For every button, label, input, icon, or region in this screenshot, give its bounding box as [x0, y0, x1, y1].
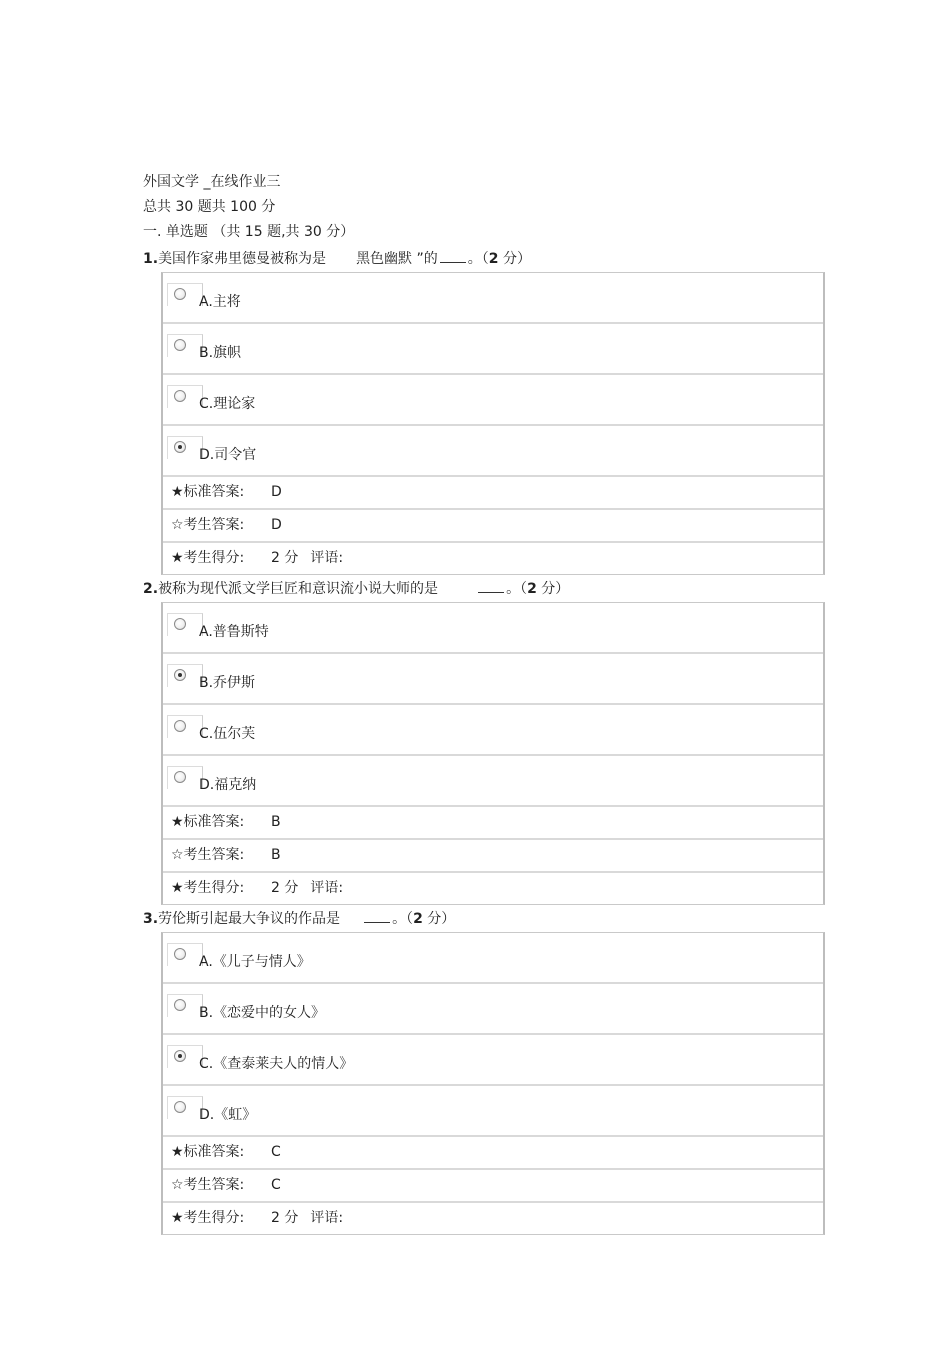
radio-button-checked[interactable] [174, 669, 186, 681]
question-text: 劳伦斯引起最大争议的作品是 [158, 911, 341, 927]
comment-label: 评语: [310, 550, 344, 566]
option-label: B.旗帜 [199, 345, 242, 361]
student-score: 2 分 [271, 1210, 299, 1226]
page-title: 外国文学 _在线作业三 [143, 174, 281, 190]
answer-box [161, 272, 825, 575]
radio-button[interactable] [174, 339, 186, 351]
option-a[interactable] [163, 603, 823, 654]
score-row: ★考生得分: 2 分 评语: [163, 1203, 823, 1234]
radio-button[interactable] [174, 948, 186, 960]
option-label: A.《儿子与情人》 [199, 954, 311, 970]
student-answer-row: ☆考生答案: C [163, 1170, 823, 1203]
student-answer-row: ☆考生答案: B [163, 840, 823, 873]
option-label: D.福克纳 [199, 777, 257, 793]
question-points: 2 [413, 911, 423, 927]
radio-button[interactable] [174, 618, 186, 630]
question-1 [143, 247, 823, 575]
radio-button-checked[interactable] [174, 441, 186, 453]
option-d[interactable] [163, 1086, 823, 1137]
radio-button[interactable] [174, 390, 186, 402]
student-answer: D [271, 517, 282, 533]
option-c[interactable] [163, 1035, 823, 1086]
answer-blank [440, 248, 466, 263]
option-label: A.主将 [199, 294, 241, 310]
standard-answer-row: ★标准答案: C [163, 1137, 823, 1170]
student-score: 2 分 [271, 880, 299, 896]
section-heading: 一. 单选题 （共 15 题,共 30 分） [143, 224, 355, 240]
quiz-page [143, 170, 823, 1235]
student-score: 2 分 [271, 550, 299, 566]
standard-answer: B [271, 814, 281, 830]
option-c[interactable] [163, 705, 823, 756]
option-a[interactable] [163, 273, 823, 324]
question-title: 2.被称为现代派文学巨匠和意识流小说大师的是 。（2 分） [143, 577, 823, 602]
question-points: 2 [488, 251, 499, 267]
question-2 [143, 577, 823, 905]
option-b[interactable] [163, 324, 823, 375]
option-label: C.伍尔芙 [199, 726, 256, 742]
answer-box [161, 932, 825, 1235]
radio-button[interactable] [174, 999, 186, 1011]
option-label: B.乔伊斯 [199, 675, 256, 691]
score-summary: 总共 30 题共 100 分 [143, 199, 276, 215]
comment-label: 评语: [310, 1210, 344, 1226]
standard-answer: C [271, 1144, 281, 1160]
comment-label: 评语: [310, 880, 344, 896]
option-a[interactable] [163, 933, 823, 984]
option-b[interactable] [163, 654, 823, 705]
radio-button-checked[interactable] [174, 1050, 186, 1062]
question-number: 1. [143, 251, 159, 267]
radio-button[interactable] [174, 720, 186, 732]
option-c[interactable] [163, 375, 823, 426]
answer-blank [478, 578, 504, 593]
question-points: 2 [527, 581, 537, 597]
radio-button[interactable] [174, 288, 186, 300]
option-b[interactable] [163, 984, 823, 1035]
question-3 [143, 907, 823, 1235]
standard-answer-row: ★标准答案: D [163, 477, 823, 510]
question-number: 2. [143, 581, 159, 597]
student-answer-row: ☆考生答案: D [163, 510, 823, 543]
answer-blank [364, 908, 390, 923]
score-row: ★考生得分: 2 分 评语: [163, 543, 823, 574]
radio-button[interactable] [174, 1101, 186, 1113]
question-number: 3. [143, 911, 159, 927]
standard-answer-row: ★标准答案: B [163, 807, 823, 840]
option-d[interactable] [163, 426, 823, 477]
question-text-quote: 黑色幽默 ”的 [356, 251, 438, 267]
option-label: D.司令官 [199, 447, 257, 463]
question-title: 3.劳伦斯引起最大争议的作品是 。（2 分） [143, 907, 823, 932]
score-row: ★考生得分: 2 分 评语: [163, 873, 823, 904]
option-d[interactable] [163, 756, 823, 807]
answer-box [161, 602, 825, 905]
option-label: B.《恋爱中的女人》 [199, 1005, 326, 1021]
student-answer: B [271, 847, 281, 863]
question-title: 1.美国作家弗里德曼被称为是 黑色幽默 ”的 。（2 分） [143, 247, 823, 272]
question-text: 被称为现代派文学巨匠和意识流小说大师的是 [158, 581, 439, 597]
option-label: C.理论家 [199, 396, 256, 412]
option-label: A.普鲁斯特 [199, 624, 269, 640]
standard-answer: D [271, 484, 282, 500]
radio-button[interactable] [174, 771, 186, 783]
question-text: 美国作家弗里德曼被称为是 [158, 251, 327, 267]
option-label: D.《虹》 [199, 1107, 257, 1123]
student-answer: C [271, 1177, 281, 1193]
option-label: C.《查泰莱夫人的情人》 [199, 1056, 354, 1072]
